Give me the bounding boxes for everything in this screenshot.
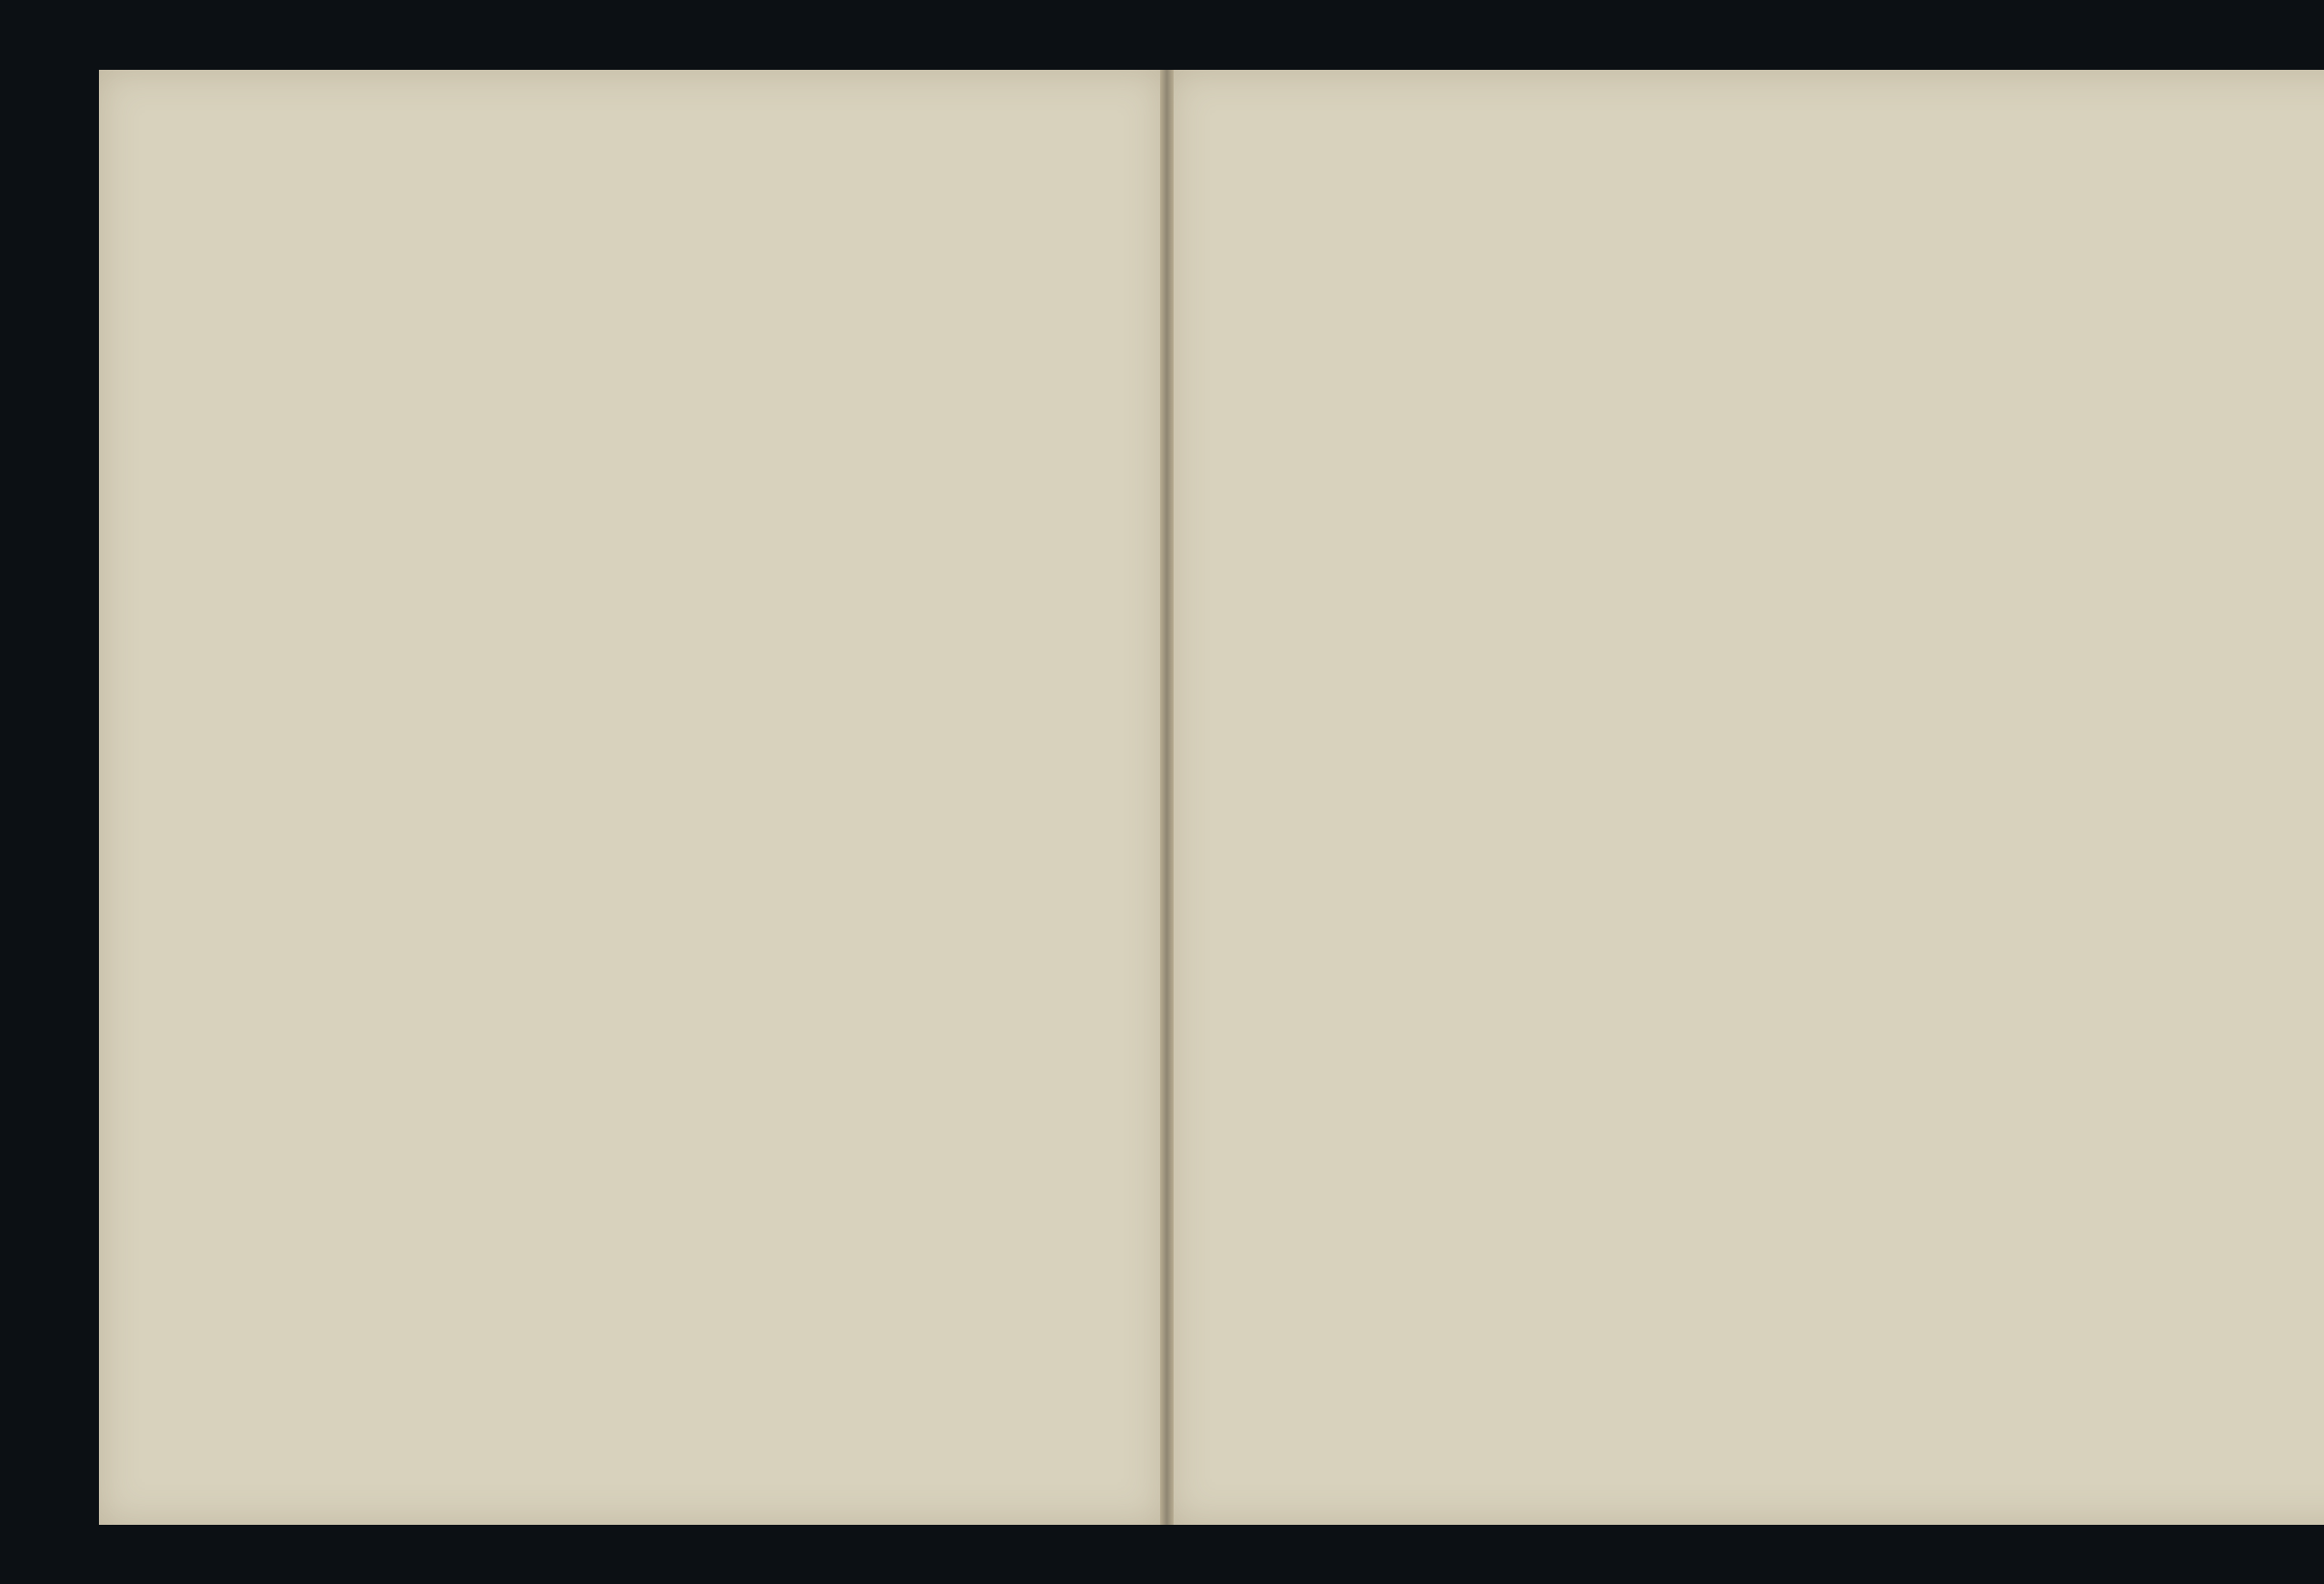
right-page — [1170, 70, 2324, 1525]
book-spine — [1160, 70, 1174, 1525]
left-page — [99, 70, 1164, 1525]
